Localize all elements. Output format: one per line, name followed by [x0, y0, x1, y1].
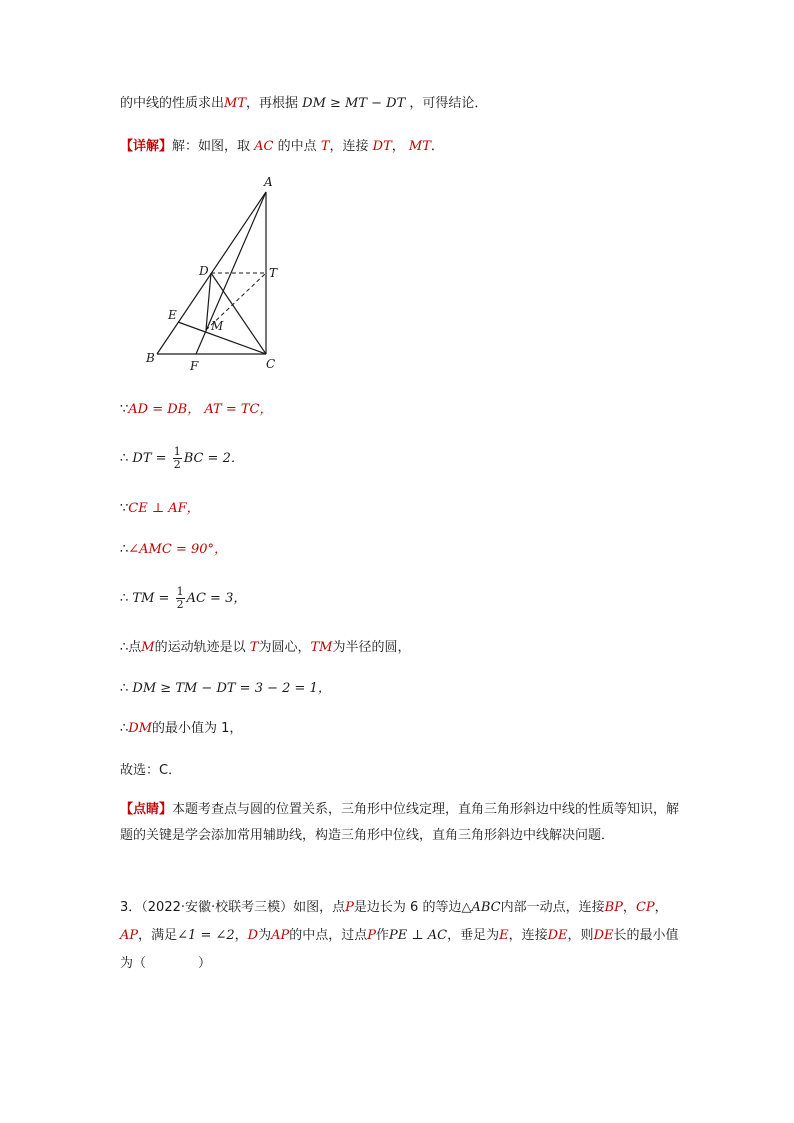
label-a: A — [264, 175, 273, 189]
fraction-half-2: $\frac{1}{2}$ — [176, 585, 184, 611]
comment-tag: 【点睛】 — [120, 802, 173, 817]
step-2: ∴ DT = $\frac{1}{2}$ BC = 2． — [120, 445, 244, 471]
step-7: ∴ DM ≥ TM − DT = 3 − 2 = 1， — [120, 681, 331, 696]
text-line-intro: 的中线的性质求出MT，再根据 DM ≥ MT − DT ，可得结论． — [120, 96, 488, 111]
step-5: ∴ TM = $\frac{1}{2}$ AC = 3， — [120, 585, 247, 611]
detail-tag: 【详解】 — [120, 139, 173, 154]
comment-block: 【点睛】本题考查点与圆的位置关系，三角形中位线定理，直角三角形斜边中线的性质等知识，解题的关键是学会添加常用辅助线，构造三角形中位线，直角三角形斜边中线解决问题． — [120, 802, 680, 843]
label-t: T — [269, 266, 278, 280]
label-f: F — [190, 359, 199, 373]
var-mt: MT — [224, 96, 246, 111]
step-4: ∴∠AMC = 90°， — [120, 542, 228, 557]
label-m: M — [211, 319, 224, 333]
label-d: D — [199, 264, 209, 278]
label-e: E — [168, 308, 177, 322]
geometry-figure — [140, 172, 300, 377]
formula: DM ≥ MT − DT — [302, 96, 406, 111]
fraction-half: $\frac{1}{2}$ — [173, 445, 181, 471]
label-b: B — [146, 351, 155, 365]
label-c: C — [266, 357, 276, 371]
question-3: 3．（2022·安徽·校联考三模）如图，点P是边长为 6 的等边△ABC内部一动点，连接BP，CP，AP，满足∠1 = ∠2，D为AP的中点，过点P作PE ⊥ AC，垂足为E，连接DE，则DE长的最小值为（ ） — [120, 900, 679, 971]
detail-line: 【详解】解：如图，取 AC 的中点 T，连接 DT， MT． — [120, 139, 444, 154]
step-1: ∵AD = DB， AT = TC， — [120, 402, 273, 417]
answer-line: 故选：C． — [120, 763, 182, 778]
step-6: ∴点M的运动轨迹是以 T为圆心，TM为半径的圆， — [120, 640, 411, 655]
segment-cd — [211, 273, 266, 354]
step-3: ∵CE ⊥ AF， — [120, 501, 200, 516]
step-8: ∴DM的最小值为 1， — [120, 721, 243, 736]
